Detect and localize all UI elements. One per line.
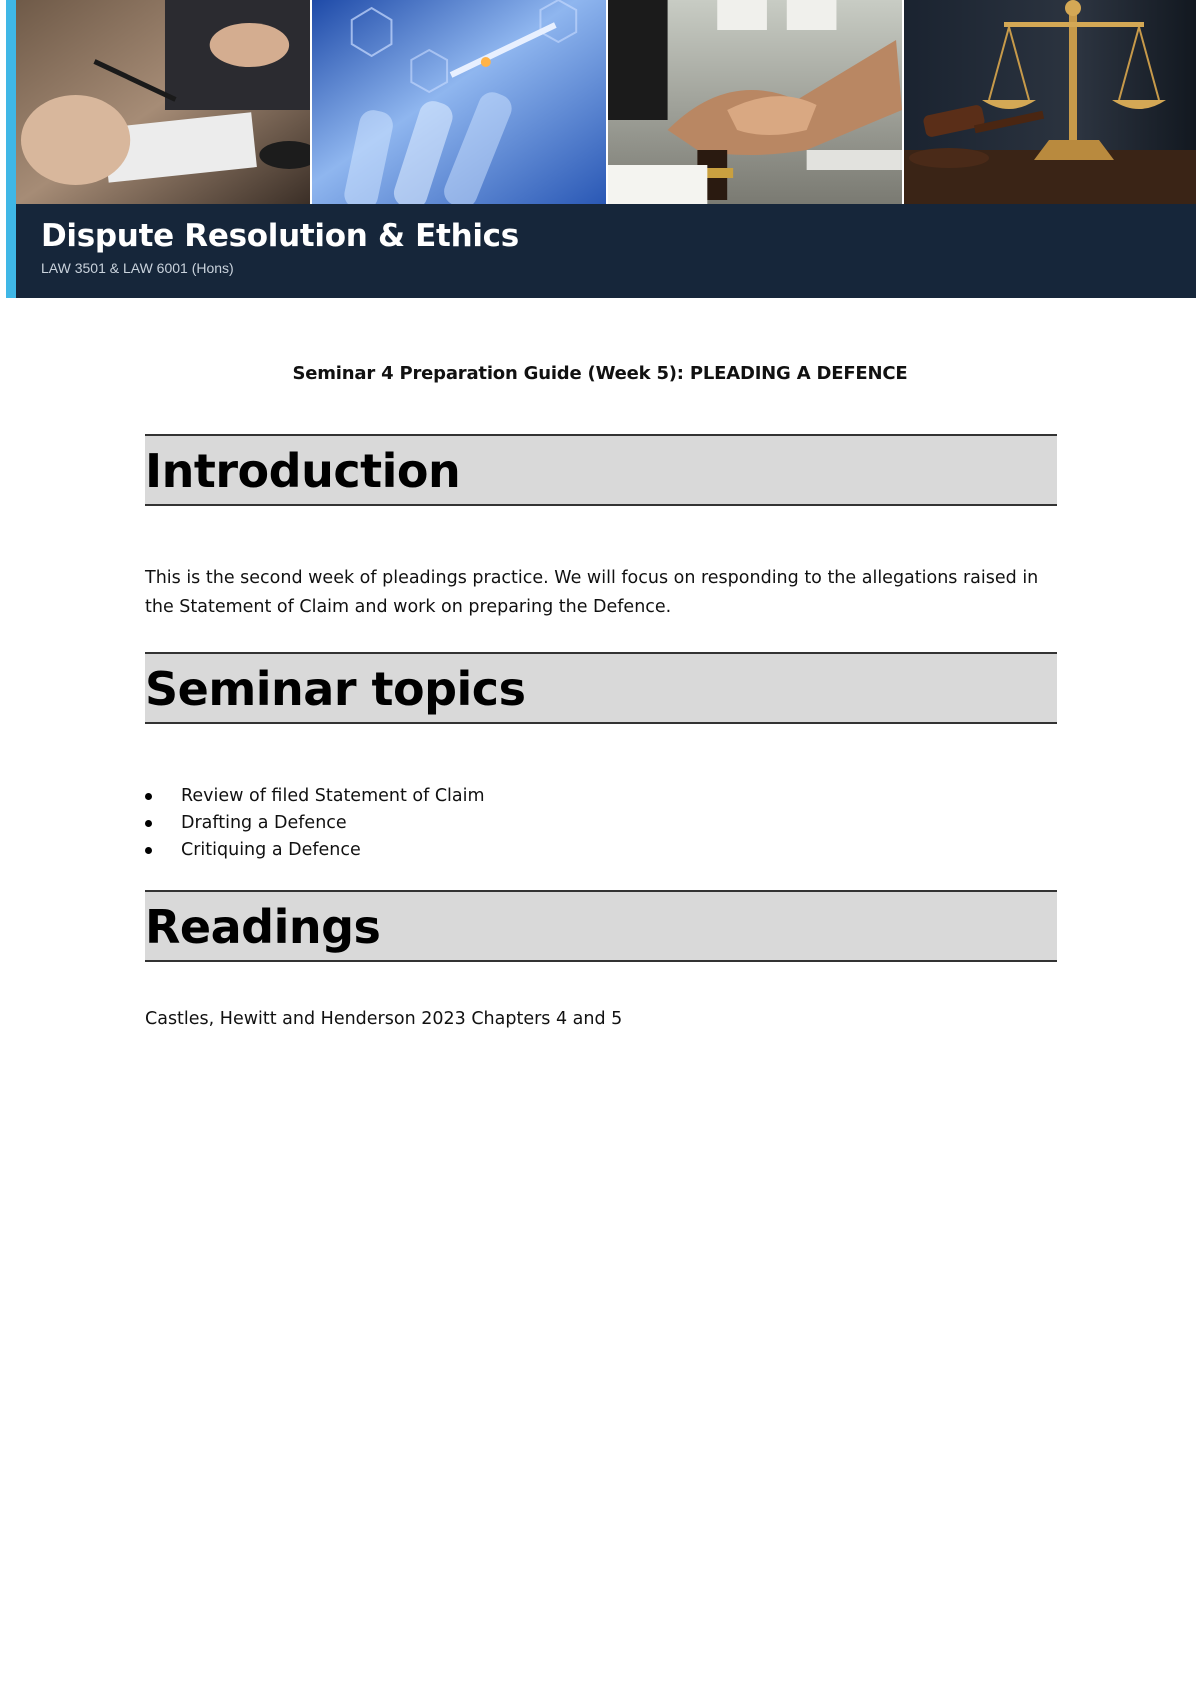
banner-title: Dispute Resolution & Ethics	[41, 218, 519, 254]
list-item-text: Critiquing a Defence	[181, 840, 361, 860]
section-heading-introduction	[145, 434, 1057, 506]
header-banner	[6, 0, 1196, 298]
introduction-paragraph: This is the second week of pleadings practice. We will focus on responding to the allegations raised in the Statement of Claim and work on preparing the Defence.	[145, 568, 1039, 617]
document-title: Seminar 4 Preparation Guide (Week 5): PLEADING A DEFENCE	[292, 363, 908, 384]
scales-of-justice-photo	[904, 0, 1196, 204]
list-item-text: Drafting a Defence	[181, 813, 347, 833]
section-heading-text: Introduction	[145, 444, 461, 498]
lab-test-tubes-photo	[312, 0, 608, 204]
section-heading-readings	[145, 890, 1057, 962]
bullet-icon	[145, 793, 152, 800]
list-item	[145, 783, 485, 810]
banner-subtitle: LAW 3501 & LAW 6001 (Hons)	[41, 260, 234, 276]
list-item-text: Review of filed Statement of Claim	[181, 786, 485, 806]
banner-accent-bar	[6, 0, 16, 298]
meeting-hands-photo	[16, 0, 312, 204]
banner-photo-strip	[16, 0, 1196, 204]
list-item	[145, 837, 485, 864]
bullet-icon	[145, 847, 152, 854]
handshake-gavel-photo	[608, 0, 904, 204]
bullet-icon	[145, 820, 152, 827]
section-heading-text: Readings	[145, 900, 381, 954]
list-item	[145, 810, 485, 837]
seminar-topics-list	[145, 783, 485, 864]
section-heading-seminar-topics	[145, 652, 1057, 724]
section-heading-text: Seminar topics	[145, 662, 526, 716]
readings-text: Castles, Hewitt and Henderson 2023 Chapters 4 and 5	[145, 1009, 623, 1029]
